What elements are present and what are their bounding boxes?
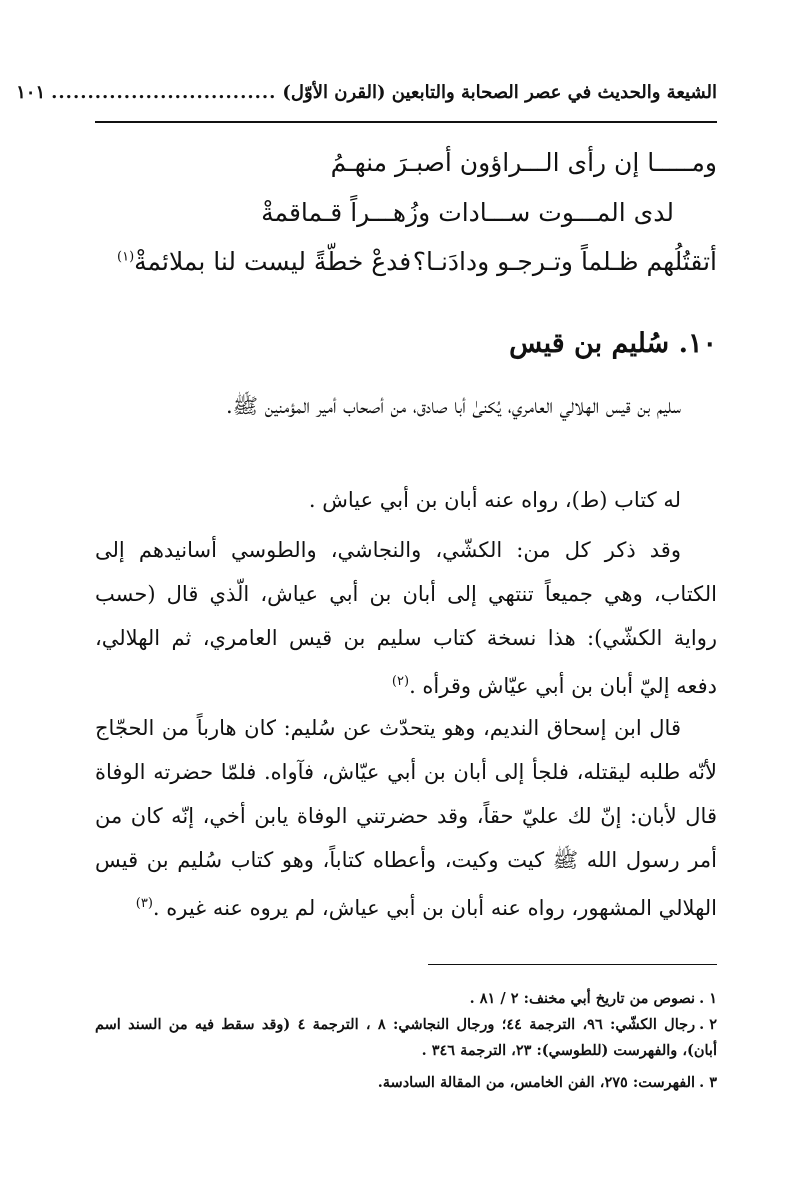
paragraph-intro: سليم بن قيس الهلالي العامري، يُكنىٰ أبا صادق، من أصحاب أمير المؤمنين ﷺ. [226,394,681,418]
footnote-3 [95,1070,717,1096]
header-leader-dots: ............................... [51,82,277,103]
paragraph-chains-text: وقد ذكر كل من: الكشّي، والنجاشي، والطوسي أسانيدهم إلى الكتاب، وهي جميعاً تنتهي إلى أبان بن أبي عياش، الّذي قال (حسب رواية الكشّي): هذا نسخة كتاب سليم بن قيس العامري، ثم الهلالي، دفعه إليّ أبان بن أبي عيّاش وقرأه . [95,538,717,698]
footnote-2 [95,1012,717,1064]
poem-line-2: لدى المـــوت ســـادات وزُهـــراً قـماقمةْ [261,198,674,227]
poem-line-3-second-text: فدعْ خطّةً ليست لنا بملائمةْ [134,247,412,276]
footnote-1-text: نصوص من تاريخ أبي مخنف: ٢ / ٨١ . [469,990,696,1007]
footnote-1 [95,986,717,1012]
footnote-2-number: ٢ . [699,1016,717,1033]
poem-line-3-first-hemistich: أتقتُلُهم ظـلماً وتـرجـو ودادَنـا؟ [412,247,717,276]
footnote-divider [428,964,717,965]
footnote-1-number: ١ . [699,990,717,1007]
section-heading: ١٠. سُليم بن قيس [509,328,717,359]
footnote-ref-3: (٣) [135,896,153,911]
footnote-3-text: الفهرست: ٢٧٥، الفن الخامس، من المقالة السادسة. [377,1074,696,1091]
header-title: الشيعة والحديث في عصر الصحابة والتابعين (القرن الأوّل) [282,82,717,103]
paragraph-nadim [95,706,717,930]
paragraph-chains [95,528,717,708]
poem-line-3-second-hemistich [117,247,411,276]
header-divider [95,121,717,123]
poem-line-3 [117,247,717,276]
page-number: ١٠١ [16,82,46,103]
running-header [16,82,717,112]
paragraph-book: له كتاب (ط)، رواه عنه أبان بن أبي عياش . [308,488,681,512]
footnote-ref-1: (١) [117,249,135,265]
footnote-3-number: ٣ . [699,1074,717,1091]
paragraph-nadim-text: قال ابن إسحاق النديم، وهو يتحدّث عن سُليم: كان هارباً من الحجّاج لأنّه طلبه ليقتله، فلجأ إلى أبان بن أبي عيّاش، فآواه. فلمّا حضرته الوفاة قال لأبان: إنّ لك عليّ حقاً، وقد حضرتني الوفاة يابن أخي، إنّه كان من أمر رسول الله ﷺ كيت وكيت، وأعطاه كتاباً، وهو كتاب سُليم بن قيس الهلالي المشهور، رواه عنه أبان بن أبي عياش، لم يروه عنه غيره . [95,716,717,920]
footnote-2-text: رجال الكشّي: ٩٦، الترجمة ٤٤؛ ورجال النجاشي: ٨ ، الترجمة ٤ (وقد سقط فيه من السند اسم أبان)، والفهرست (للطوسي): ٢٣، الترجمة ٣٤٦ . [95,1016,717,1059]
footnote-ref-2: (٢) [391,674,410,689]
poem-line-1: ومـــــا إن رأى الـــراؤون أصبـرَ منهـمُ [330,148,717,177]
